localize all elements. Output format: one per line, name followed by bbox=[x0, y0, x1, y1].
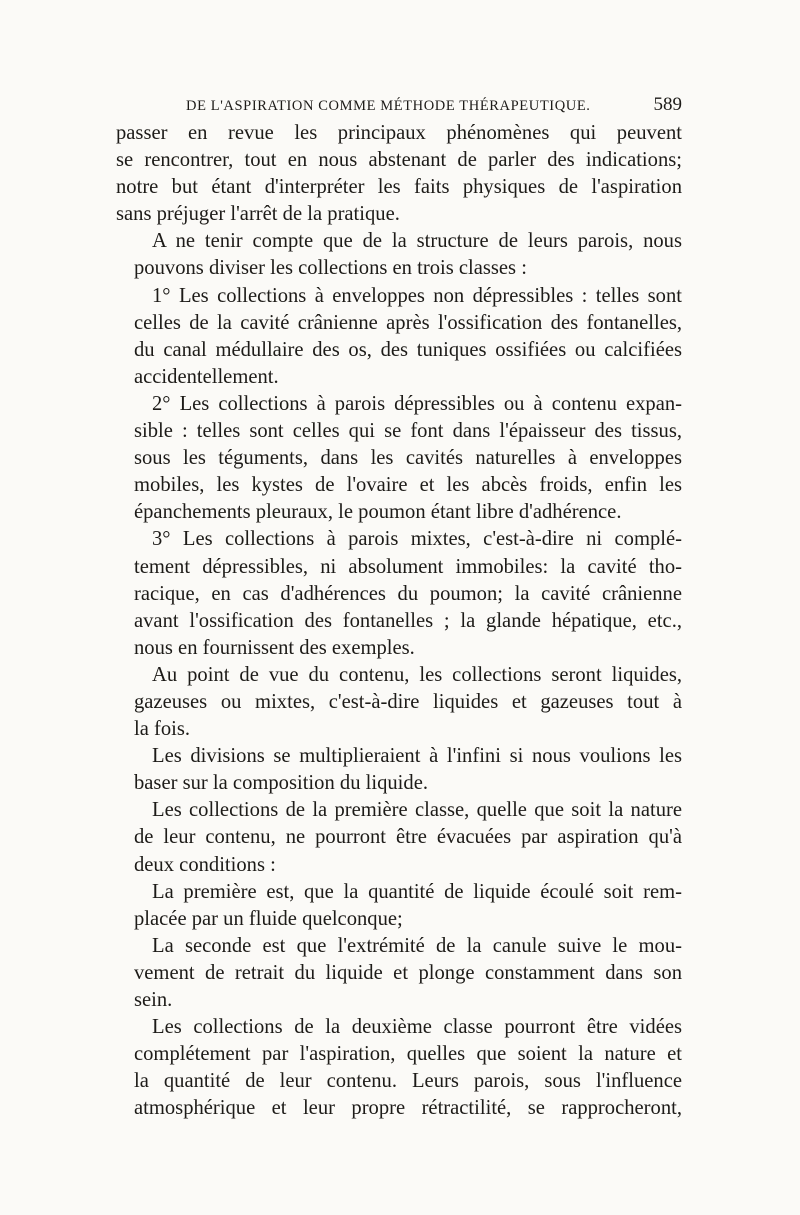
text-line: 1° Les collections à enveloppes non dépressibles : telles sont bbox=[152, 284, 682, 307]
text-line: Les divisions se multiplieraient à l'infini si nous voulions les bbox=[152, 745, 682, 768]
text-line: tement dépressibles, ni absolument immobiles: la cavité tho- bbox=[134, 555, 682, 578]
text-line: atmosphérique et leur propre rétractilité, se rapprocheront, bbox=[134, 1097, 682, 1120]
text-line: deux conditions : bbox=[134, 853, 276, 876]
text-line: gazeuses ou mixtes, c'est-à-dire liquides et gazeuses tout à bbox=[134, 690, 682, 713]
paragraph bbox=[116, 933, 682, 1014]
running-head bbox=[116, 96, 682, 120]
text-line: placée par un fluide quelconque; bbox=[134, 907, 403, 930]
text-line: racique, en cas d'adhérences du poumon; la cavité crânienne bbox=[134, 582, 682, 605]
text-line: du canal médullaire des os, des tuniques ossifiées ou calcifiées bbox=[134, 338, 682, 361]
paragraph bbox=[116, 662, 682, 743]
text-line: 2° Les collections à parois dépressibles ou à contenu expan- bbox=[152, 392, 682, 415]
text-line: sein. bbox=[134, 989, 173, 1011]
text-line: Les collections de la première classe, quelle que soit la nature bbox=[152, 799, 682, 822]
paragraph bbox=[116, 743, 682, 797]
text-line: pouvons diviser les collections en trois classes : bbox=[134, 257, 527, 280]
paragraph bbox=[116, 879, 682, 933]
text-line: sous les téguments, dans les cavités naturelles à enveloppes bbox=[134, 447, 682, 470]
text-line: se rencontrer, tout en nous abstenant de parler des indications; bbox=[116, 149, 682, 172]
body-text bbox=[116, 120, 682, 1122]
text-line: vement de retrait du liquide et plonge constamment dans son bbox=[134, 961, 682, 984]
text-line: accidentellement. bbox=[134, 365, 279, 388]
text-line: la fois. bbox=[134, 718, 191, 741]
text-line: Les collections de la deuxième classe pourront être vidées bbox=[152, 1016, 682, 1039]
text-line: complétement par l'aspiration, quelles que soient la nature et bbox=[134, 1043, 682, 1066]
text-line: nous en fournissent des exemples. bbox=[134, 636, 415, 659]
paragraph bbox=[116, 391, 682, 526]
text-line: notre but étant d'interpréter les faits physiques de l'aspiration bbox=[116, 176, 682, 199]
text-line: A ne tenir compte que de la structure de leurs parois, nous bbox=[152, 230, 682, 253]
text-line: 3° Les collections à parois mixtes, c'est-à-dire ni complé- bbox=[152, 528, 682, 551]
text-line: mobiles, les kystes de l'ovaire et les abcès froids, enfin les bbox=[134, 474, 682, 497]
paragraph bbox=[116, 228, 682, 282]
text-line: Au point de vue du contenu, les collections seront liquides, bbox=[152, 663, 682, 686]
running-title: DE L'ASPIRATION COMME MÉTHODE THÉRAPEUTIQUE. bbox=[186, 98, 591, 114]
text-line: sans préjuger l'arrêt de la pratique. bbox=[116, 203, 400, 226]
text-line: avant l'ossification des fontanelles ; la glande hépatique, etc., bbox=[134, 609, 682, 632]
paragraph bbox=[116, 120, 682, 228]
paragraph bbox=[116, 797, 682, 878]
paragraph bbox=[116, 526, 682, 661]
text-line: épanchements pleuraux, le poumon étant libre d'adhérence. bbox=[134, 501, 622, 524]
text-line: la quantité de leur contenu. Leurs parois, sous l'influence bbox=[134, 1070, 682, 1093]
text-line: La première est, que la quantité de liquide écoulé soit rem- bbox=[152, 880, 682, 903]
text-line: de leur contenu, ne pourront être évacuées par aspiration qu'à bbox=[134, 826, 682, 849]
text-line: passer en revue les principaux phénomènes qui peuvent bbox=[116, 122, 682, 144]
paragraph bbox=[116, 1014, 682, 1122]
paragraph bbox=[116, 283, 682, 391]
text-line: sible : telles sont celles qui se font dans l'épaisseur des tissus, bbox=[134, 420, 682, 443]
page-number: 589 bbox=[653, 94, 682, 115]
text-line: baser sur la composition du liquide. bbox=[134, 772, 428, 795]
book-page bbox=[116, 96, 682, 1122]
text-line: celles de la cavité crânienne après l'ossification des fontanelles, bbox=[134, 311, 682, 334]
text-line: La seconde est que l'extrémité de la canule suive le mou- bbox=[152, 934, 682, 957]
